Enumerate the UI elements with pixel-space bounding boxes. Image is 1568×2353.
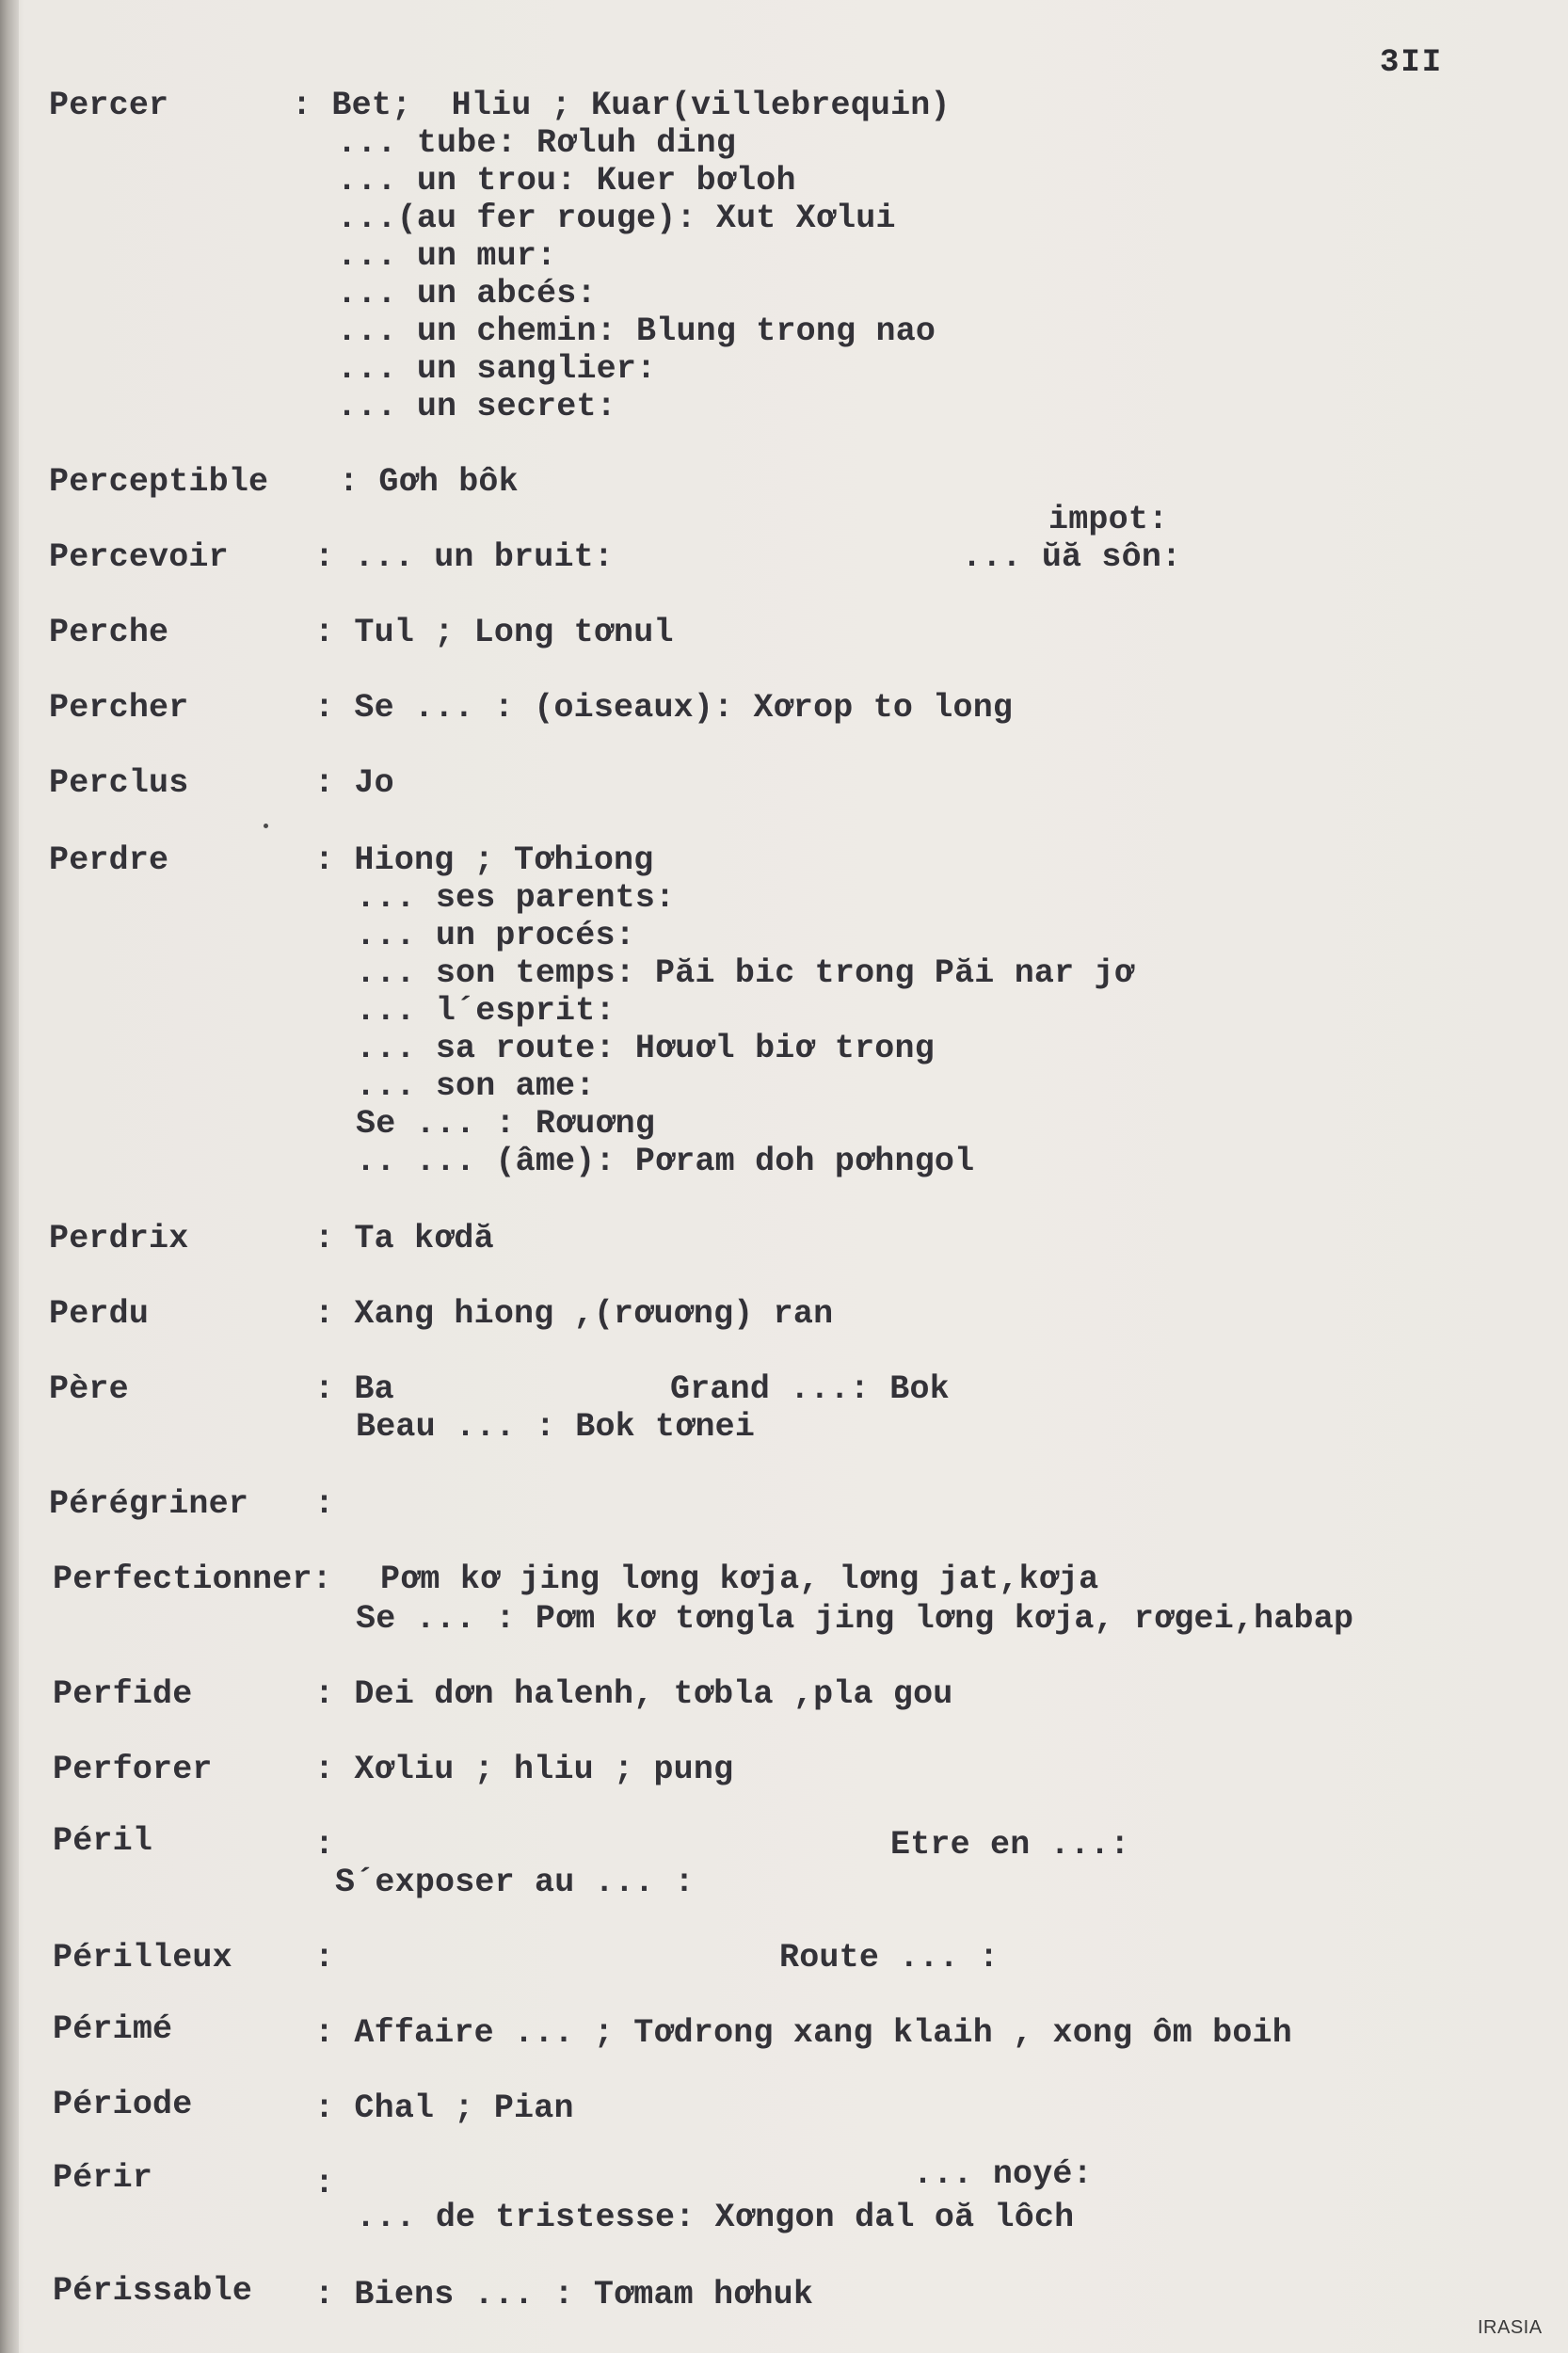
subentry-percer-mur: ... un mur: (337, 237, 557, 275)
subentry-perdre-se: Se ... : Rơuơng (356, 1105, 656, 1143)
subentry-perilleux-route: Route ... : (779, 1939, 1000, 1977)
definition-perdu: : Xang hiong ,(rơuơng) ran (314, 1295, 834, 1333)
subentry-peril-exposer: S´exposer au ... : (335, 1864, 695, 1901)
subentry-percevoir-impot: ... ŭă sôn: (962, 538, 1182, 576)
headword-perime: Périmé (53, 2010, 173, 2048)
subentry-percer-chemin: ... un chemin: Blung trong nao (337, 312, 936, 350)
headword-peril: Péril (53, 1822, 153, 1860)
definition-periode: : Chal ; Pian (314, 2089, 574, 2127)
subentry-pere-grand: Grand ...: Bok (670, 1370, 950, 1408)
subentry-peril-etre: Etre en ...: (890, 1826, 1130, 1864)
subentry-perdre-proces: ... un procés: (356, 917, 635, 954)
page-number: 3II (1380, 45, 1444, 81)
headword-perfectionner: Perfectionner: (53, 1561, 332, 1598)
subentry-percer-fer: ...(au fer rouge): Xut Xơlui (337, 200, 896, 237)
subentry-perdre-esprit: ... l´esprit: (356, 992, 616, 1030)
subentry-pere-beau: Beau ... : Bok tơnei (356, 1408, 756, 1446)
headword-perdrix: Perdrix (49, 1220, 189, 1257)
definition-peril: : (314, 1826, 335, 1864)
headword-perir: Périr (53, 2159, 153, 2197)
headword-percevoir: Percevoir (49, 538, 229, 576)
headword-perdre: Perdre (49, 841, 169, 879)
subentry-perdre-ame2: .. ... (âme): Pơram doh pơhngol (356, 1143, 975, 1180)
subentry-percer-tube: ... tube: Rơluh ding (337, 124, 737, 162)
subentry-percer-trou: ... un trou: Kuer bơloh (337, 162, 796, 200)
subentry-perdre-parents: ... ses parents: (356, 879, 676, 917)
headword-perclus: Perclus (49, 764, 189, 802)
subentry-perfectionner-se: Se ... : Pơm kơ tơngla jing lơng kơja, rơgei,habap (356, 1600, 1354, 1638)
definition-percer: : Bet; Hliu ; Kuar(villebrequin) (292, 87, 951, 124)
watermark-irasia: IRASIA (1478, 2317, 1543, 2338)
headword-perforer: Perforer (53, 1751, 213, 1788)
headword-perche: Perche (49, 614, 169, 651)
headword-percher: Percher (49, 689, 189, 727)
definition-perche: : Tul ; Long tơnul (314, 614, 674, 651)
headword-perceptible: Perceptible (49, 463, 269, 501)
definition-pere: : Ba (314, 1370, 394, 1408)
subentry-perir-tristesse: ... de tristesse: Xơngon dal oă lôch (356, 2199, 1075, 2236)
definition-perdrix: : Ta kơdă (314, 1220, 494, 1257)
definition-perclus: : Jo (314, 764, 394, 802)
subentry-perir-noye: ... noyé: (913, 2155, 1093, 2193)
subentry-percer-secret: ... un secret: (337, 388, 616, 425)
definition-peregriner: : (314, 1485, 335, 1523)
definition-percevoir: : ... un bruit: (314, 538, 615, 576)
definition-perissable: : Biens ... : Tơmam hơhuk (314, 2276, 814, 2313)
definition-perir: : (314, 2165, 335, 2202)
headword-perilleux: Périlleux (53, 1939, 232, 1977)
headword-perfide: Perfide (53, 1675, 193, 1713)
headword-perissable: Périssable (53, 2272, 253, 2310)
note-percevoir-impot: impot: (1048, 501, 1169, 538)
headword-periode: Période (53, 2086, 193, 2123)
subentry-percer-sanglier: ... un sanglier: (337, 350, 657, 388)
definition-perceptible: : Gơh bôk (339, 463, 519, 501)
ink-speck (264, 824, 268, 828)
headword-perdu: Perdu (49, 1295, 150, 1333)
subentry-perdre-route: ... sa route: Hơuơl biơ trong (356, 1030, 935, 1067)
page-binding-edge (0, 0, 19, 2353)
headword-pere: Père (49, 1370, 129, 1408)
subentry-perdre-ame: ... son ame: (356, 1067, 596, 1105)
definition-perilleux: : (314, 1939, 335, 1977)
definition-perfide: : Dei dơn halenh, tơbla ,pla gou (314, 1675, 953, 1713)
definition-perfectionner: Pơm kơ jing lơng kơja, lơng jat,kơja (380, 1561, 1099, 1598)
subentry-perdre-temps: ... son temps: Păi bic trong Păi nar jơ (356, 954, 1134, 992)
headword-peregriner: Pérégriner (49, 1485, 249, 1523)
definition-perdre: : Hiong ; Tơhiong (314, 841, 654, 879)
definition-perime: : Affaire ... ; Tơdrong xang klaih , xong ôm boih (314, 2014, 1292, 2052)
headword-percer: Percer (49, 87, 169, 124)
definition-perforer: : Xơliu ; hliu ; pung (314, 1751, 734, 1788)
definition-percher: : Se ... : (oiseaux): Xơrop to long (314, 689, 1014, 727)
subentry-percer-abces: ... un abcés: (337, 275, 597, 312)
